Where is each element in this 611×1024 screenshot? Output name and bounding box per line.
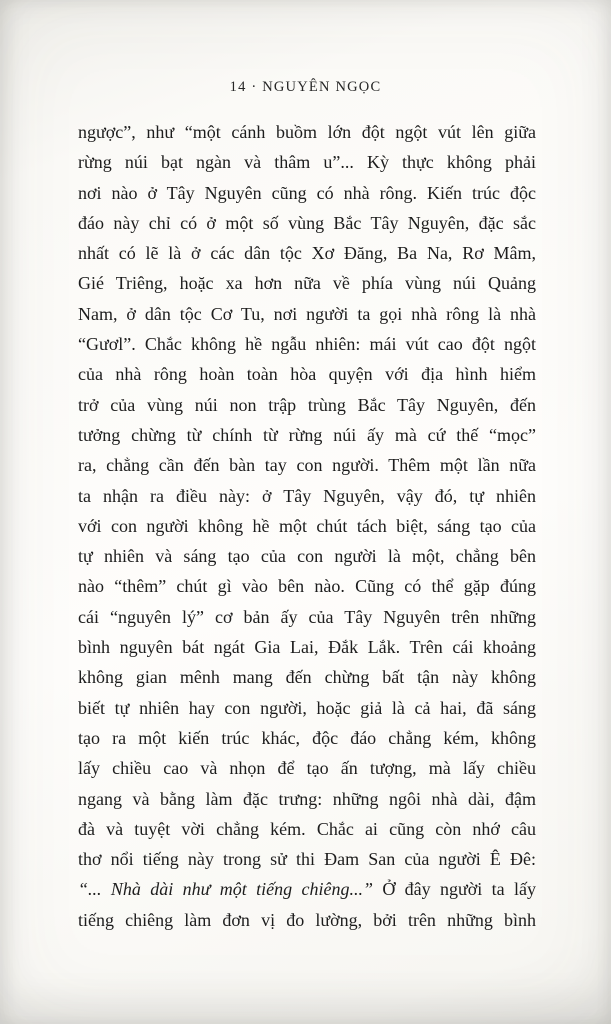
text-line (78, 268, 536, 298)
text-line (78, 602, 536, 632)
text-segment: nào “thêm” chút gì vào bên nào. Cũng có thể gặp đúng (78, 576, 536, 597)
text-segment: nơi nào ở Tây Nguyên cũng có nhà rông. Kiến trúc độc (78, 182, 536, 203)
text-line (78, 420, 536, 450)
text-line (78, 814, 536, 844)
text-line (78, 571, 536, 601)
text-line (78, 753, 536, 783)
text-segment: Ở đây người ta lấy (372, 879, 536, 900)
text-line (78, 905, 536, 935)
text-line (78, 844, 536, 874)
text-segment: Nam, ở dân tộc Cơ Tu, nơi người ta gọi nhà rông là nhà (78, 303, 536, 324)
text-segment: “Gươl”. Chắc không hề ngẫu nhiên: mái vút cao đột ngột (78, 334, 536, 355)
text-segment: lấy chiều cao và nhọn để tạo ấn tượng, mà lấy chiều (78, 758, 536, 779)
text-line (78, 662, 536, 692)
text-segment: thơ nổi tiếng này trong sử thi Đam San của người Ê Đê: (78, 849, 536, 870)
text-segment: ra, chẳng cần đến bàn tay con người. Thêm một lần nữa (78, 455, 536, 476)
text-segment: ta nhận ra điều này: ở Tây Nguyên, vậy đó, tự nhiên (78, 485, 536, 506)
body-text (78, 117, 536, 935)
text-line (78, 390, 536, 420)
text-line (78, 632, 536, 662)
text-segment-italic: “... Nhà dài như một tiếng chiêng...” (78, 879, 373, 900)
text-segment: ngang và bằng làm đặc trưng: những ngôi nhà dài, đậm (78, 788, 536, 809)
text-line (78, 359, 536, 389)
text-line (78, 723, 536, 753)
text-line (78, 693, 536, 723)
text-segment: bình nguyên bát ngát Gia Lai, Đắk Lắk. Trên cái khoảng (78, 637, 536, 658)
text-segment: tưởng chừng từ chính từ rừng núi ấy mà cứ thế “mọc” (78, 424, 536, 445)
text-line (78, 208, 536, 238)
text-segment: tạo ra một kiến trúc khác, độc đáo chẳng kém, không (78, 727, 536, 748)
text-line (78, 329, 536, 359)
text-segment: không gian mênh mang đến chừng bất tận này không (78, 667, 536, 688)
text-line (78, 481, 536, 511)
text-line (78, 299, 536, 329)
text-segment: tiếng chiêng làm đơn vị đo lường, bởi trên những bình (78, 909, 536, 930)
text-line (78, 874, 536, 904)
text-segment: nhất có lẽ là ở các dân tộc Xơ Đăng, Ba Na, Rơ Mâm, (78, 243, 536, 264)
text-segment: biết tự nhiên hay con người, hoặc giả là cả hai, đã sáng (78, 697, 536, 718)
text-segment: của nhà rông hoàn toàn hòa quyện với địa hình hiểm (78, 364, 536, 385)
text-segment: tự nhiên và sáng tạo của con người là một, chẳng bên (78, 546, 536, 567)
page-number-and-author: 14 · NGUYÊN NGỌC (229, 79, 382, 95)
text-line (78, 784, 536, 814)
text-segment: đáo này chỉ có ở một số vùng Bắc Tây Nguyên, đặc sắc (78, 212, 536, 233)
text-segment: ngược”, như “một cánh buồm lớn đột ngột vút lên giữa (78, 122, 536, 142)
text-line (78, 117, 536, 147)
text-segment: trở của vùng núi non trập trùng Bắc Tây Nguyên, đến (78, 394, 536, 415)
text-segment: với con người không hề một chút tách biệt, sáng tạo của (78, 515, 536, 536)
text-line (78, 147, 536, 177)
text-line (78, 238, 536, 268)
text-segment: đà và tuyệt vời chẳng kém. Chắc ai cũng còn nhớ câu (78, 818, 536, 839)
text-line (78, 178, 536, 208)
text-segment: rừng núi bạt ngàn và thâm u”... Kỳ thực không phải (78, 152, 536, 173)
text-segment: Gié Triêng, hoặc xa hơn nữa về phía vùng núi Quảng (78, 273, 536, 294)
text-line (78, 450, 536, 480)
text-segment: cái “nguyên lý” cơ bản ấy của Tây Nguyên trên những (78, 606, 536, 627)
text-line (78, 511, 536, 541)
text-line (78, 541, 536, 571)
page-header (0, 79, 611, 96)
